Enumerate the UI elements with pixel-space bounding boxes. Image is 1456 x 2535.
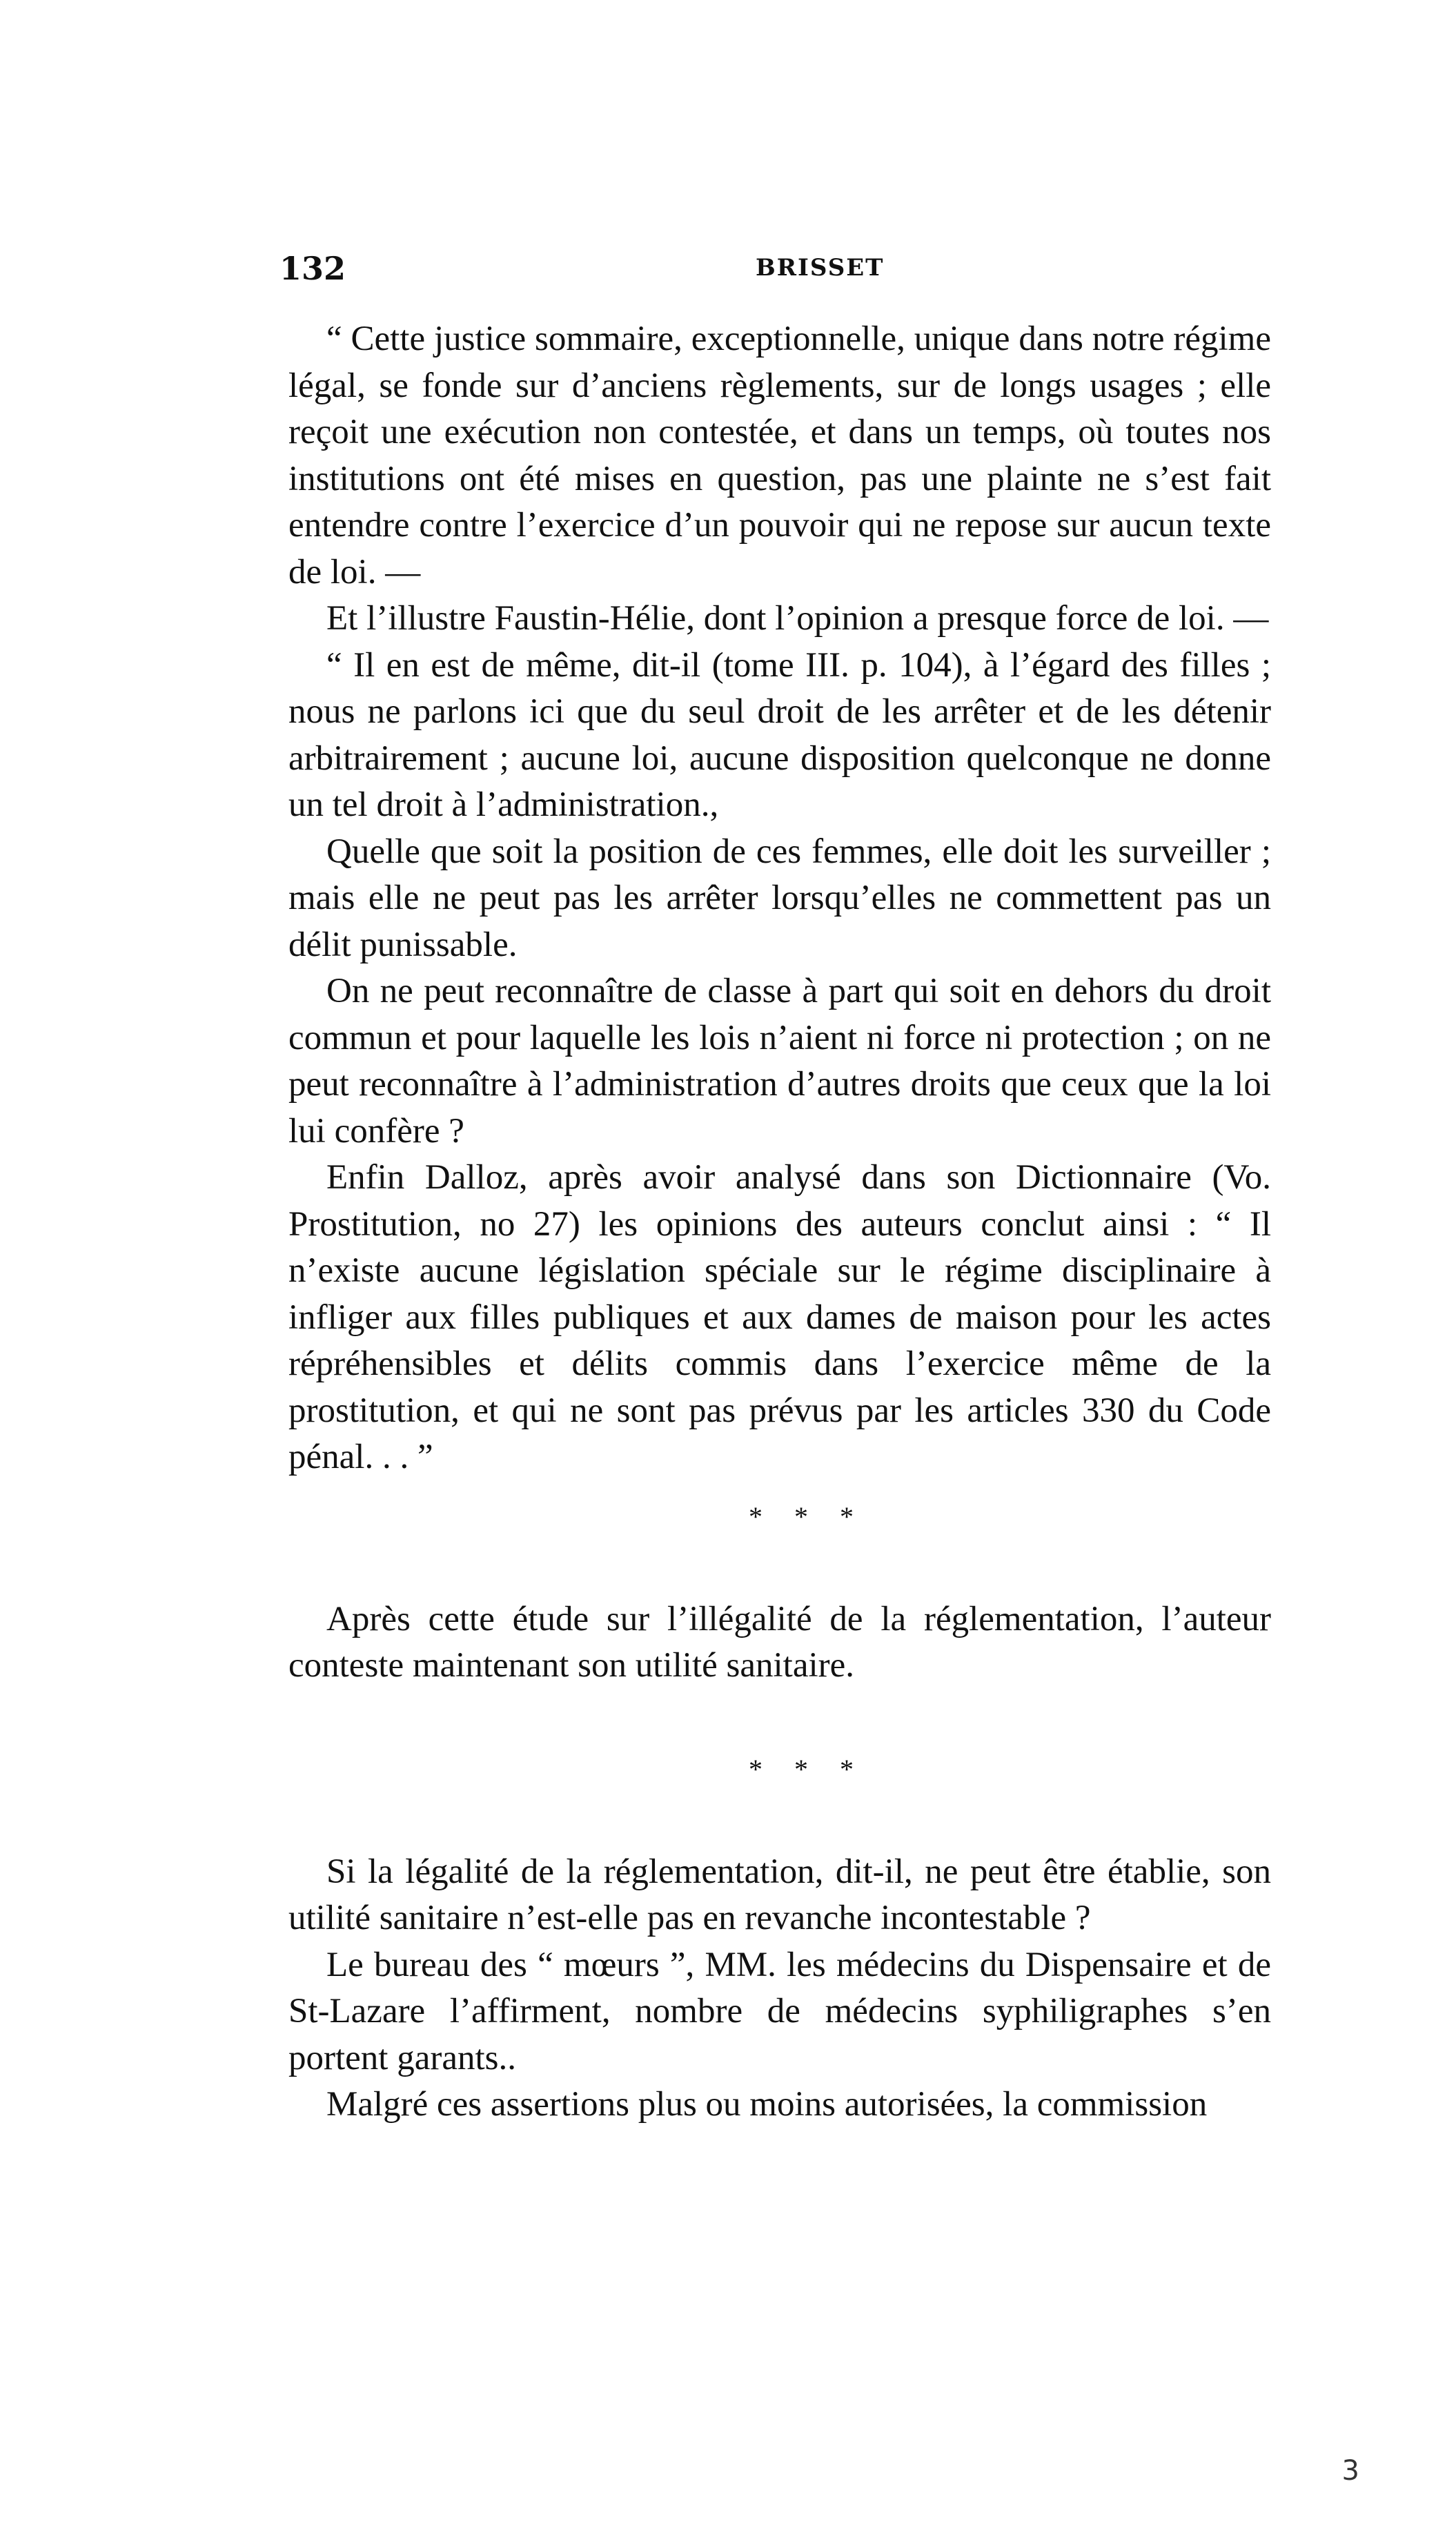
page-corner-mark: 3	[1341, 2455, 1359, 2487]
paragraph: “ Il en est de même, dit-il (tome III. p. 104), à l’égard des filles ; nous ne parlons ici que du seul droit de les arrêter et de les détenir arbitrairement ; aucune loi, aucune disposition quelconque ne donne un tel droit à l’administration.,	[288, 645, 1271, 824]
paragraph: Si la légalité de la réglementation, dit-il, ne peut être établie, son utilité sanitaire n’est-elle pas en revanche incontestable ?	[288, 1852, 1271, 1937]
running-head: BRISSET	[756, 254, 885, 282]
page-number: 132	[279, 250, 346, 287]
paragraph: Enfin Dalloz, après avoir analysé dans son Dictionnaire (Vo. Prostitution, no 27) les opinions des auteurs conclut ainsi : “ Il n’existe aucune législation spéciale sur le régime disciplinaire à infliger aux filles publiques et aux dames de maison pour les actes répréhensibles et délits commis dans l’exercice même de la prostitution, et qui ne sont pas prévus par les articles 330 du Code pénal. . . ”	[288, 1158, 1271, 1476]
section-separator: * * *	[749, 1500, 866, 1532]
section-separator: * * *	[749, 1753, 866, 1785]
page-header	[279, 250, 1263, 298]
paragraph: “ Cette justice sommaire, exceptionnelle, unique dans notre régime légal, se fonde sur d’anciens règlements, sur de longs usages ; elle reçoit une exécution non contestée, et dans un temps, où toutes nos institutions ont été mises en question, pas une plainte ne s’est fait entendre contre l’exercice d’un pouvoir qui ne repose sur aucun texte de loi. —	[288, 320, 1271, 591]
paragraph: Et l’illustre Faustin-Hélie, dont l’opinion a presque force de loi. —	[326, 599, 1269, 638]
body-text	[288, 316, 1271, 2128]
paragraph: Le bureau des “ mœurs ”, MM. les médecins du Dispensaire et de St-Lazare l’affirment, nombre de médecins syphiligraphes s’en portent garants..	[288, 1945, 1271, 2077]
paragraph: On ne peut reconnaître de classe à part qui soit en dehors du droit commun et pour laquelle les lois n’aient ni force ni protection ; on ne peut reconnaître à l’administration d’autres droits que ceux que la loi lui confère ?	[288, 972, 1271, 1151]
paragraph: Après cette étude sur l’illégalité de la réglementation, l’auteur conteste maintenant son utilité sanitaire.	[288, 1599, 1271, 1685]
paragraph: Quelle que soit la position de ces femmes, elle doit les surveiller ; mais elle ne peut pas les arrêter lorsqu’elles ne commettent pas un délit punissable.	[288, 832, 1271, 964]
paragraph: Malgré ces assertions plus ou moins autorisées, la commission	[326, 2085, 1208, 2124]
